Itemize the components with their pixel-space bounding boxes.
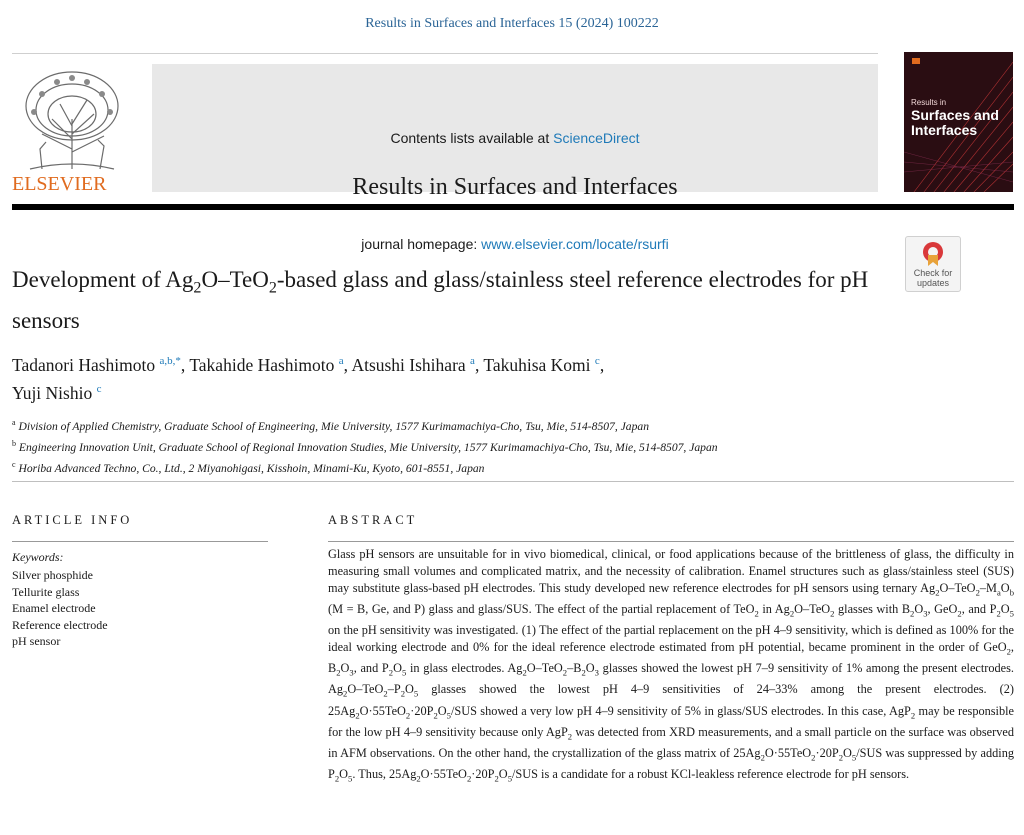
affiliation-b: $^b$ Engineering Innovation Unit, Graduate School of Regional Innovation Studies, Mie University, 1577 Kurimamachiya-Cho, Tsu, Mie, 514-8507, Japan <box>12 438 718 454</box>
journal-cover[interactable] <box>904 52 1013 192</box>
elsevier-logo[interactable] <box>12 64 132 194</box>
bookmark-icon <box>921 241 945 267</box>
publisher-name: ELSEVIER <box>12 173 107 194</box>
article-info-rule <box>12 541 268 542</box>
journal-reference-link[interactable]: Results in Surfaces and Interfaces 15 (2024) 100222 <box>365 16 659 31</box>
abstract-rule <box>328 541 1014 542</box>
affiliations <box>12 414 1012 477</box>
contents-line <box>152 130 878 146</box>
keyword-item[interactable]: pH sensor <box>12 634 61 648</box>
keyword-item[interactable]: Enamel electrode <box>12 601 96 615</box>
check-for-updates-button[interactable] <box>905 236 961 292</box>
section-divider <box>12 481 1014 482</box>
elsevier-tree-icon <box>12 64 132 194</box>
author-list[interactable]: Tadanori Hashimoto $^{a,b,*}$, Takahide Hashimoto $^a$, Atsushi Ishihara $^a$, Takuhisa Komi $^c$, Yuji Nishio $^c$ <box>12 354 605 403</box>
keyword-item[interactable]: Silver phosphide <box>12 568 93 582</box>
divider <box>12 53 878 54</box>
journal-title[interactable]: Results in Surfaces and Interfaces <box>352 174 678 200</box>
keywords-label: Keywords: <box>12 550 64 564</box>
article-title: Development of $Ag_2O-TeO_2$-based glass and glass/stainless steel reference electrodes for pH sensors <box>12 267 869 333</box>
header-divider <box>12 204 1014 210</box>
contents-prefix: Contents lists available at <box>390 130 554 146</box>
journal-banner <box>152 64 878 252</box>
homepage-line <box>152 236 878 252</box>
article-info-heading: ARTICLE INFO <box>12 513 133 527</box>
homepage-prefix: journal homepage: <box>361 236 482 252</box>
keyword-item[interactable]: Reference electrode <box>12 617 108 632</box>
sciencedirect-link[interactable]: ScienceDirect <box>553 130 640 146</box>
homepage-link[interactable]: www.elsevier.com/locate/rsurfi <box>481 236 669 252</box>
cover-title: Surfaces and Interfaces <box>911 107 999 138</box>
check-for-updates-label: Check for updates <box>913 268 953 288</box>
abstract-text: Glass pH sensors are unsuitable for in vivo biomedical, clinical, or food applications because of the brittleness of glass, the difficulty in measuring small volumes and complicated matrix, and the necessity of calibration. Enamel structures such as glass/stainless steel (SUS) may substitute glass-based pH electrodes. This study developed new reference electrodes for pH sensors using ternary $Ag_2O-TeO_2-M_aO_b$ (M = B, Ge, and P) glass and glass/SUS. The effect of the partial replacement of TeO$_2$ in $Ag_2O-TeO_2$ glasses with $B_2O_3$, GeO$_2$, and $P_2O_5$ on the pH sensitivity was investigated. (1) The effect of the partial replacement on the pH 4–9 sensitivity, which is defined as 100% for the ideal working electrode and 0% for the ideal reference electrode estimated from pH potential, became prominent in the order of GeO$_2$, $B_2O_3$, and $P_2O_5$ in glass electrodes. $Ag_2O-TeO_2-B_2O_3$ glasses showed the lowest pH 7–9 sensitivity of 1% among the present electrodes. $Ag_2O-TeO_2-P_2O_5$ glasses showed the lowest pH 4–9 sensitivities of 24–33% among the present electrodes. (2) $25Ag_2O\cdot 55TeO_2\cdot 20P_2O_5$/SUS showed a very low pH 4–9 sensitivity of 5% in glass/SUS electrodes. In this case, AgP$_2$ may be responsible for the low pH 4–9 sensitivity because only AgP$_2$ was detected from XRD measurements, and a small particle on the surface was observed in AFM observations. On the other hand, the crystallization of the glass matrix of $25Ag_2O\cdot 55TeO_2\cdot 20P_2O_5$/SUS was suppressed by adding $P_2O_5$. Thus, $25Ag_2O\cdot 55TeO_2\cdot 20P_2O_5$/SUS is a candidate for a robust KCl-leakless reference electrode for pH sensors. <box>328 547 1014 784</box>
abstract-heading: ABSTRACT <box>328 513 418 527</box>
cover-subtitle: Results in <box>911 98 947 107</box>
affiliation-a: $^a$ Division of Applied Chemistry, Graduate School of Engineering, Mie University, 1577 Kurimamachiya-Cho, Tsu, Mie, 514-8507, Japan <box>12 418 649 433</box>
keyword-item[interactable]: Tellurite glass <box>12 584 80 599</box>
keyword-list <box>12 567 108 650</box>
affiliation-c: $^c$ Horiba Advanced Techno, Co., Ltd., 2 Miyanohigasi, Kisshoin, Minami-Ku, Kyoto, 601-8551, Japan <box>12 459 485 475</box>
